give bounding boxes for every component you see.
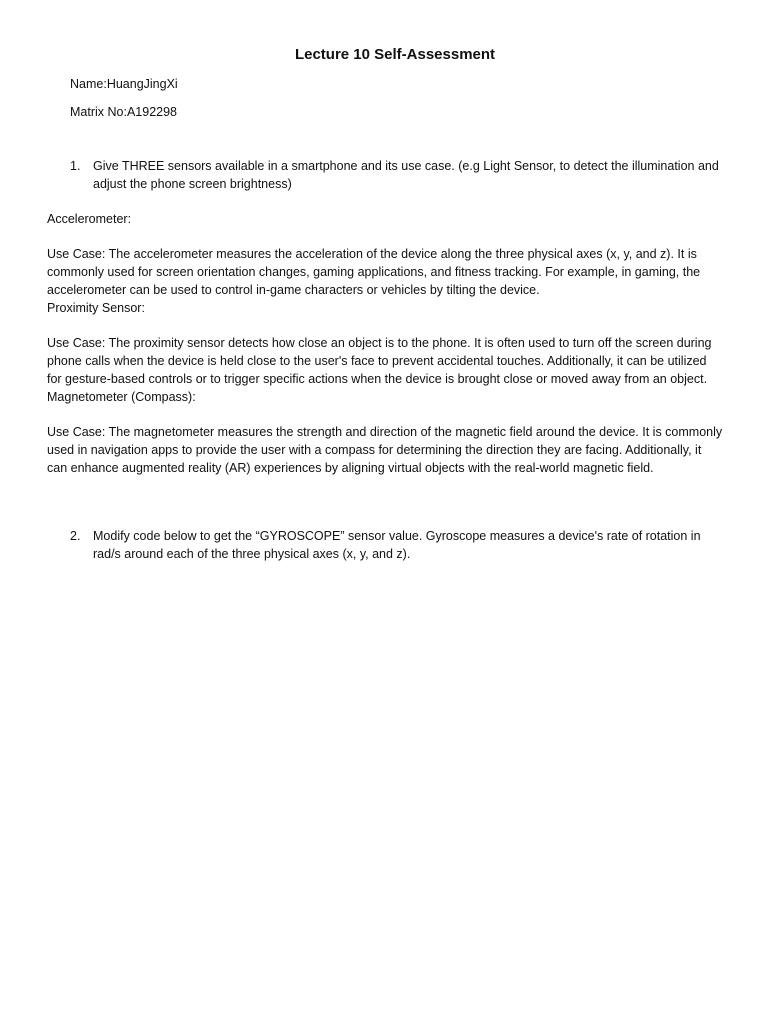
sensor-heading-magnetometer: Magnetometer (Compass):: [47, 390, 196, 404]
question-text: Modify code below to get the “GYROSCOPE” sensor value. Gyroscope measures a device's rate of rotation in rad/s around each of the three physical axes (x, y, and z).: [93, 529, 701, 561]
sensor-heading-accelerometer: Accelerometer:: [47, 212, 132, 226]
use-case-proximity: Use Case: The proximity sensor detects how close an object is to the phone. It is often used to turn off the screen during phone calls when the device is held close to the user's face to prevent accidental touches. Additionally, it can be utilized for gesture-based controls or to trigger specific actions when the device is brought close or moved away from an object.: [47, 336, 712, 386]
question-number: 2.: [70, 529, 81, 543]
paragraph-gap: [47, 317, 723, 334]
answer-block: [47, 210, 723, 477]
question-1: [70, 157, 725, 193]
question-text: Give THREE sensors available in a smartphone and its use case. (e.g Light Sensor, to detect the illumination and adjust the phone screen brightness): [93, 159, 719, 191]
matric-number: Matrix No:A192298: [70, 105, 178, 119]
student-name: Name:HuangJingXi: [70, 77, 178, 91]
page-title: Lecture 10 Self-Assessment: [294, 46, 496, 63]
paragraph-gap: [47, 406, 723, 423]
paragraph-gap: [47, 228, 723, 245]
sensor-heading-proximity: Proximity Sensor:: [47, 301, 145, 315]
question-2: [70, 527, 725, 563]
use-case-magnetometer: Use Case: The magnetometer measures the strength and direction of the magnetic field around the device. It is commonly used in navigation apps to provide the user with a compass for determining the direction they are facing. Additionally, it can enhance augmented reality (AR) experiences by aligning virtual objects with the real-world magnetic field.: [47, 425, 723, 475]
use-case-accelerometer: Use Case: The accelerometer measures the acceleration of the device along the three physical axes (x, y, and z). It is commonly used for screen orientation changes, gaming applications, and fitness tracking. For example, in gaming, the accelerometer can be used to control in-game characters or vehicles by tilting the device.: [47, 247, 701, 297]
question-number: 1.: [70, 159, 81, 173]
